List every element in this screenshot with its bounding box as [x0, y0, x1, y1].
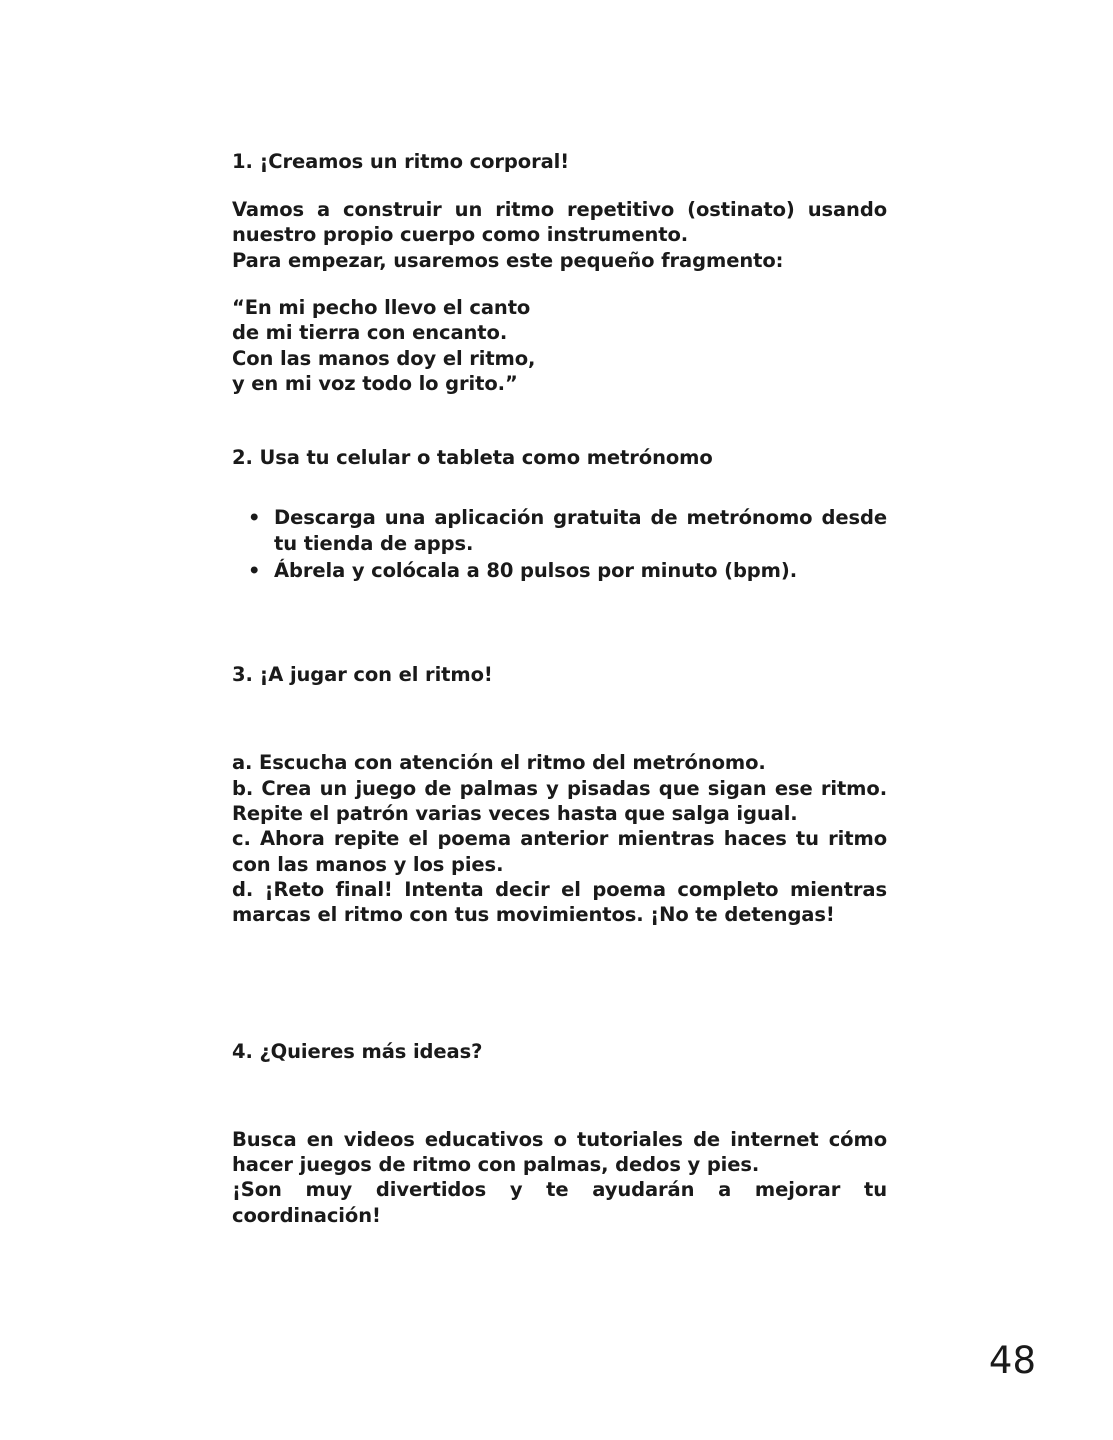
section-1-heading: 1. ¡Creamos un ritmo corporal! — [232, 150, 570, 173]
spacer — [232, 471, 887, 505]
page-number: 48 — [988, 1339, 1036, 1382]
list-item — [248, 505, 887, 556]
section-4-paragraph-1: Busca en videos educativos o tutoriales de internet cómo hacer juegos de ritmo con palmas, dedos y pies. — [232, 1127, 887, 1176]
section-3-step-b: b. Crea un juego de palmas y pisadas que sigan ese ritmo. Repite el patrón varias veces hasta que salga igual. — [232, 776, 887, 825]
section-3-step-a: a. Escucha con atención el ritmo del metrónomo. — [232, 751, 766, 775]
page-content — [232, 150, 887, 1228]
poem-line-4: y en mi voz todo lo grito.” — [232, 372, 518, 396]
section-4-heading: 4. ¿Quieres más ideas? — [232, 1039, 483, 1063]
bullet-icon: • — [248, 559, 261, 582]
section-3-heading: 3. ¡A jugar con el ritmo! — [232, 663, 493, 687]
section-2-bullet-list — [232, 505, 887, 583]
list-item-text: Ábrela y colócala a 80 pulsos por minuto (bpm). — [274, 559, 798, 582]
spacer — [232, 585, 887, 663]
bullet-icon: • — [248, 506, 261, 530]
spacer — [232, 273, 887, 295]
list-item — [248, 558, 887, 583]
spacer — [232, 928, 887, 1006]
section-3-step-d: d. ¡Reto final! Intenta decir el poema completo mientras marcas el ritmo con tus movimientos. ¡No te detengas! — [232, 878, 887, 927]
spacer — [232, 1065, 887, 1127]
section-3-step-c: c. Ahora repite el poema anterior mientras haces tu ritmo con las manos y los pies. — [232, 827, 887, 876]
spacer — [232, 396, 887, 446]
spacer — [232, 688, 887, 750]
spacer — [232, 1006, 887, 1040]
list-item-text: Descarga una aplicación gratuita de metrónomo desde tu tienda de apps. — [274, 506, 887, 555]
poem-line-2: de mi tierra con encanto. — [232, 321, 508, 345]
poem-line-1: “En mi pecho llevo el canto — [232, 295, 531, 319]
section-2-heading: 2. Usa tu celular o tableta como metrónomo — [232, 446, 713, 470]
poem-line-3: Con las manos doy el ritmo, — [232, 346, 536, 370]
section-1-paragraph-1: Vamos a construir un ritmo repetitivo (ostinato) usando nuestro propio cuerpo como instrumento. — [232, 197, 887, 247]
section-4-paragraph-2: ¡Son muy divertidos y te ayudarán a mejorar tu coordinación! — [232, 1178, 887, 1227]
spacer — [232, 175, 887, 197]
section-1-paragraph-2: Para empezar, usaremos este pequeño fragmento: — [232, 248, 784, 272]
